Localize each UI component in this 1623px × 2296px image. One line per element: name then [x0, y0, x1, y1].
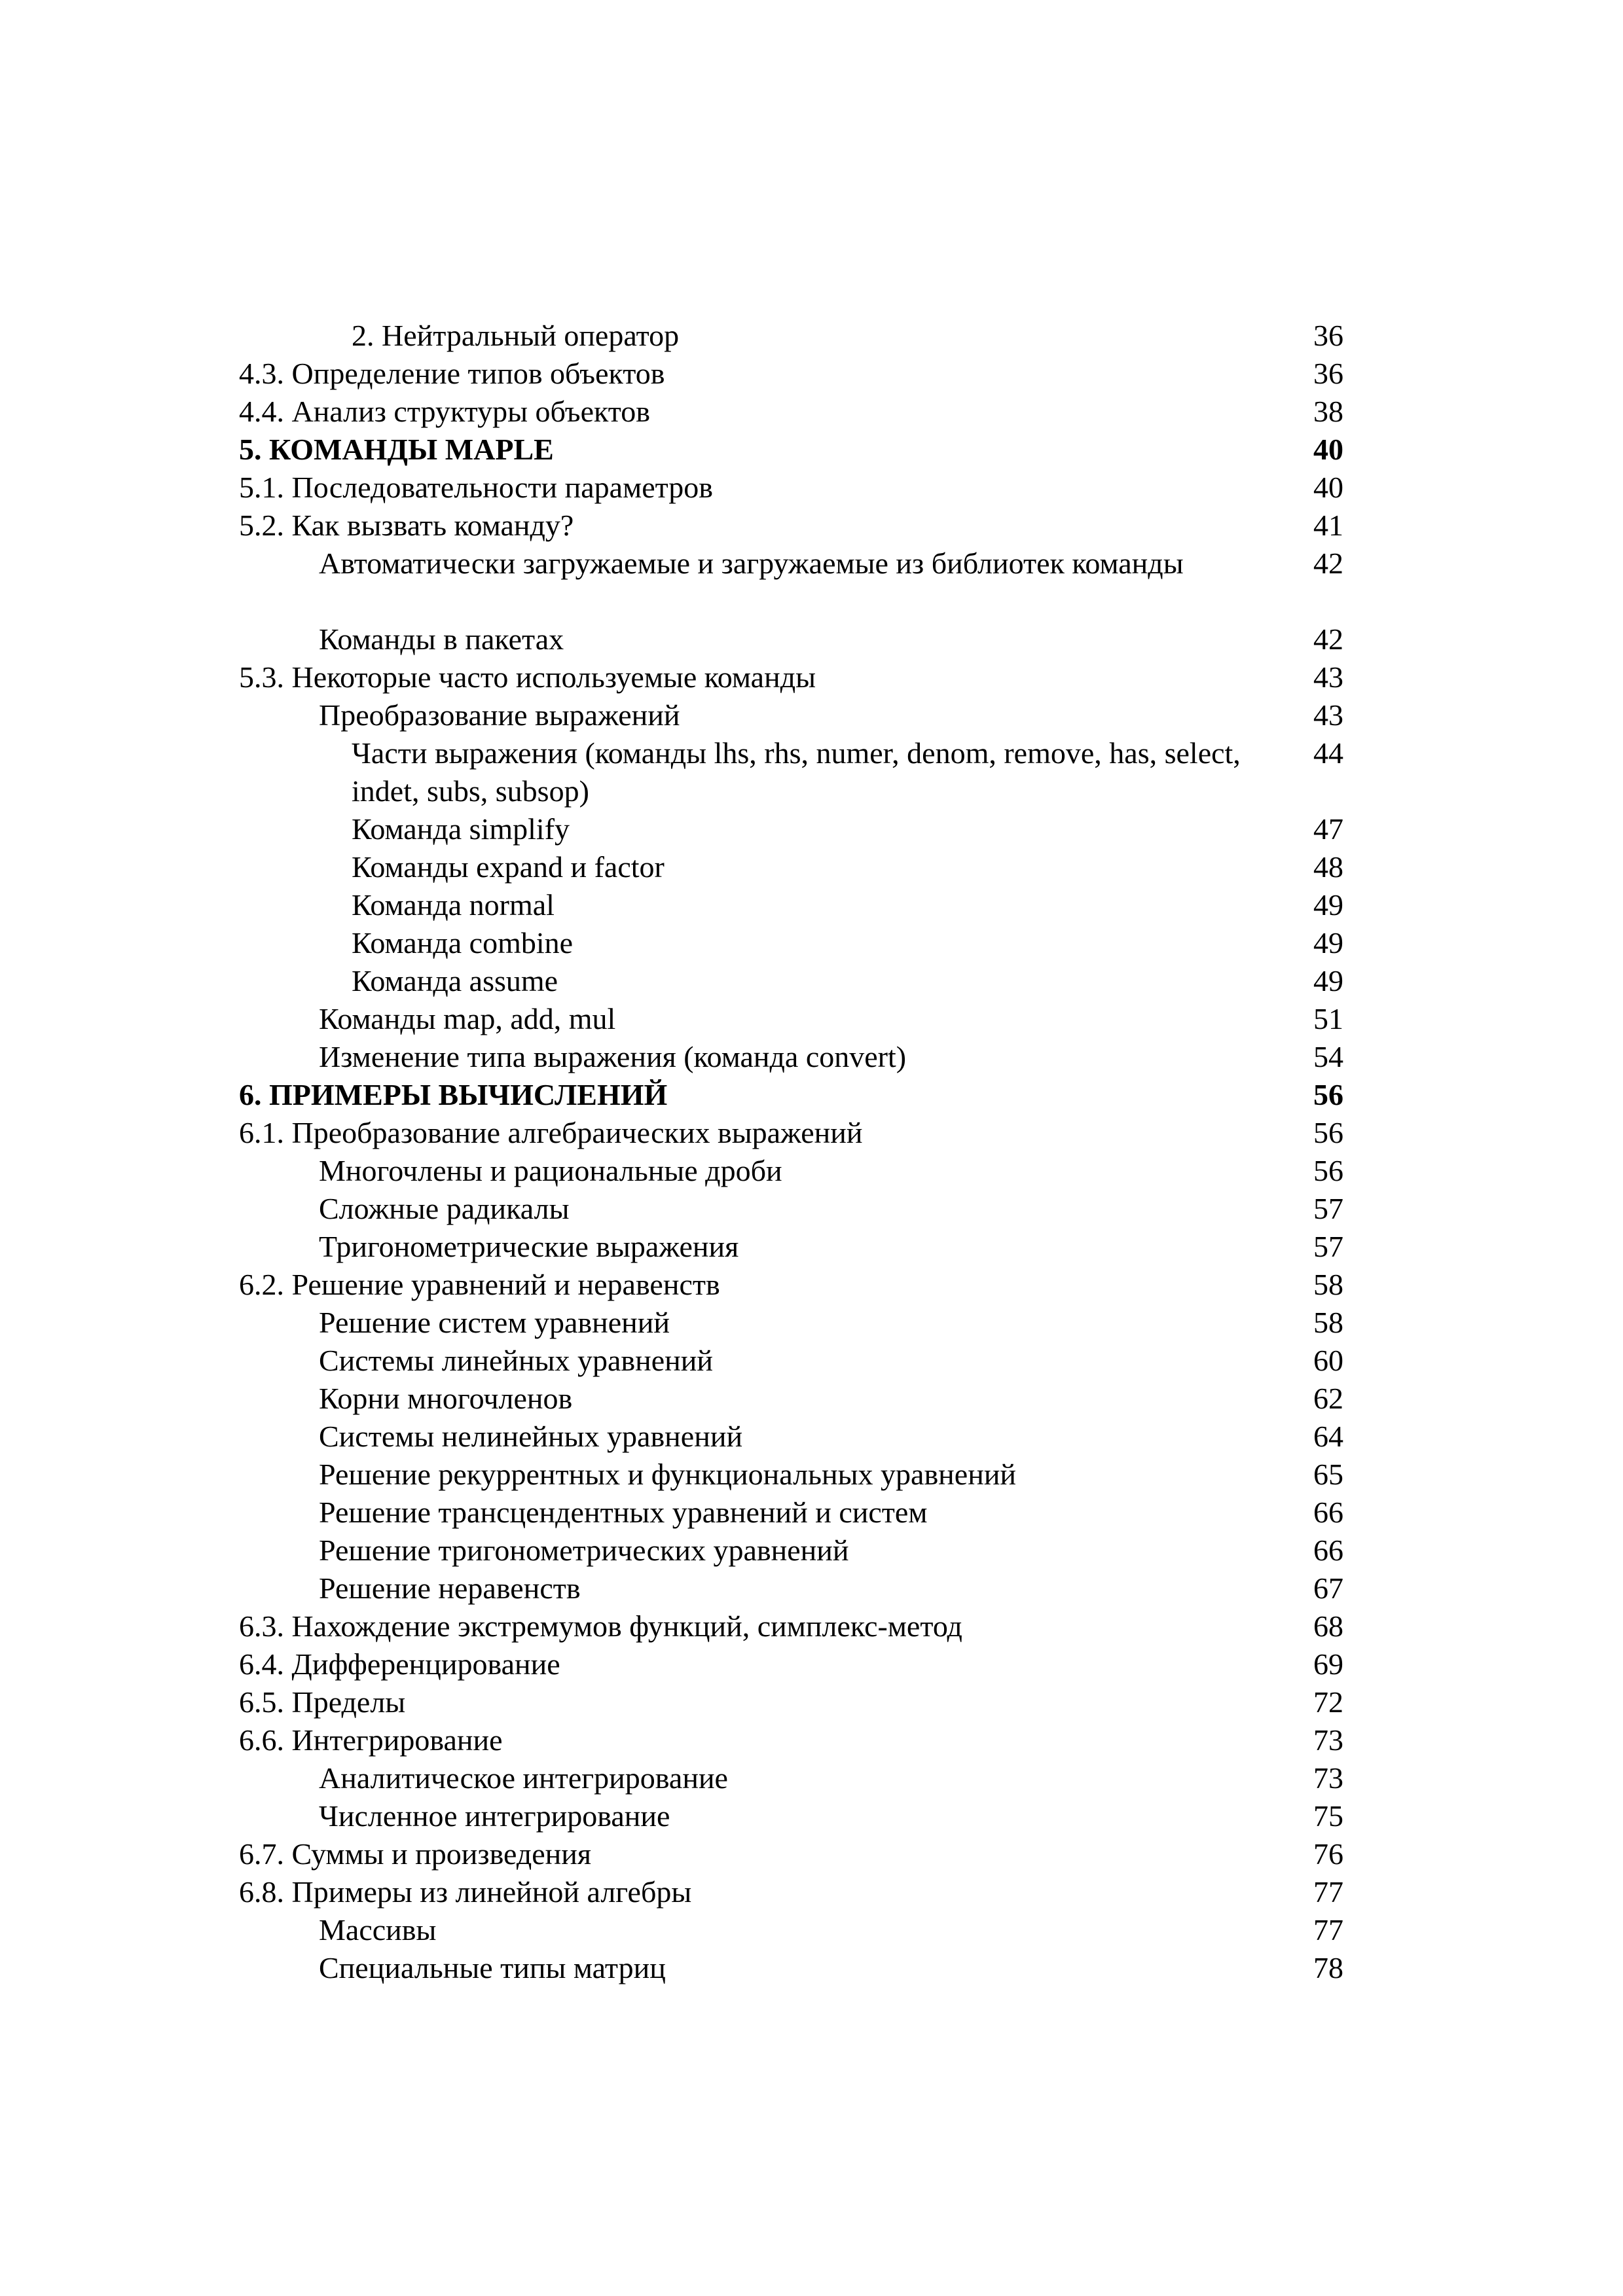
toc-entry-page-number: 77 [1313, 1875, 1343, 1909]
toc-entry-page-number: 43 [1313, 698, 1343, 732]
toc-entry [0, 507, 1623, 545]
toc-entry [0, 1038, 1623, 1076]
toc-entry-title: Корни многочленов [319, 1382, 573, 1415]
toc-entry [0, 810, 1623, 848]
toc-entry-page-number: 57 [1313, 1192, 1343, 1225]
toc-entry [0, 886, 1623, 924]
toc-entry-page-number: 49 [1313, 964, 1343, 997]
toc-entry-page-number: 72 [1313, 1685, 1343, 1719]
toc-entry-page-number: 40 [1313, 471, 1343, 504]
toc-entry-page-number: 65 [1313, 1458, 1343, 1491]
toc-entry-title: 6.4. Дифференцирование [239, 1647, 560, 1681]
toc-entry [0, 1076, 1623, 1114]
toc-entry-title: Аналитическое интегрирование [319, 1761, 728, 1795]
toc-entry [0, 1152, 1623, 1190]
toc-entry-title: 6.2. Решение уравнений и неравенств [239, 1268, 720, 1301]
toc-entry-title: Команды в пакетах [319, 622, 564, 656]
toc-entry-title: 4.4. Анализ структуры объектов [239, 395, 650, 428]
toc-entry [0, 696, 1623, 734]
toc-entry-page-number: 41 [1313, 509, 1343, 542]
toc-entry-page-number: 49 [1313, 888, 1343, 922]
toc-entry-title: Массивы [319, 1913, 437, 1946]
toc-entry-page-number: 60 [1313, 1344, 1343, 1377]
toc-entry [0, 1380, 1623, 1418]
toc-entry-page-number: 42 [1313, 547, 1343, 580]
toc-entry-title: Автоматически загружаемые и загружаемые из библиотек команды [319, 547, 1184, 580]
toc-entry-title: Решение неравенств [319, 1571, 581, 1605]
toc-entry-title: 6.1. Преобразование алгебраических выражений [239, 1116, 863, 1149]
toc-entry [0, 1190, 1623, 1228]
toc-entry [0, 431, 1623, 469]
toc-entry-page-number: 42 [1313, 622, 1343, 656]
toc-entry [0, 393, 1623, 431]
toc-entry-title: Команда normal [352, 888, 555, 922]
toc-entry-title: 6.5. Пределы [239, 1685, 406, 1719]
toc-entry-page-number: 57 [1313, 1230, 1343, 1263]
toc-entry-page-number: 77 [1313, 1913, 1343, 1946]
toc-entry [0, 1797, 1623, 1835]
toc-entry-page-number: 76 [1313, 1837, 1343, 1871]
toc-entry-title: Команды map, add, mul [319, 1002, 616, 1035]
toc-entry-title: 5.2. Как вызвать команду? [239, 509, 574, 542]
toc-entry-page-number: 43 [1313, 660, 1343, 694]
toc-entry [0, 1759, 1623, 1797]
toc-entry-title: Решение систем уравнений [319, 1306, 670, 1339]
toc-entry [0, 1228, 1623, 1266]
toc-entry [0, 962, 1623, 1000]
toc-entry-title: 4.3. Определение типов объектов [239, 357, 665, 390]
toc-entry-page-number: 56 [1313, 1078, 1343, 1111]
toc-entry [0, 1570, 1623, 1607]
toc-entry-page-number: 64 [1313, 1420, 1343, 1453]
toc-entry-title: Преобразование выражений [319, 698, 680, 732]
toc-entry [0, 545, 1623, 620]
toc-entry [0, 658, 1623, 696]
toc-entry-page-number: 68 [1313, 1609, 1343, 1643]
toc-entry-page-number: 47 [1313, 812, 1343, 846]
toc-entry [0, 1266, 1623, 1304]
toc-entry-title: Команда simplify [352, 812, 570, 846]
toc-entry-page-number: 36 [1313, 357, 1343, 390]
toc-entry-title: Системы линейных уравнений [319, 1344, 714, 1377]
toc-entry [0, 1456, 1623, 1494]
toc-entry-title: 6.3. Нахождение экстремумов функций, симплекс-метод [239, 1609, 962, 1643]
toc-entry-title: 6.6. Интегрирование [239, 1723, 503, 1757]
toc-entry-page-number: 36 [1313, 319, 1343, 352]
toc-entry-title: Решение рекуррентных и функциональных уравнений [319, 1458, 1017, 1491]
toc-entry [0, 1645, 1623, 1683]
toc-entry-page-number: 73 [1313, 1723, 1343, 1757]
toc-entry-title: Решение тригонометрических уравнений [319, 1534, 849, 1567]
toc-entry-page-number: 78 [1313, 1951, 1343, 1984]
toc-entry [0, 1114, 1623, 1152]
toc-entry-title: Изменение типа выражения (команда convert) [319, 1040, 907, 1073]
toc-entry-title: Сложные радикалы [319, 1192, 570, 1225]
toc-entry-title: 6.7. Суммы и произведения [239, 1837, 592, 1871]
toc-entry [0, 1949, 1623, 1987]
toc-entry-title: Численное интегрирование [319, 1799, 670, 1833]
toc-entry [0, 734, 1623, 810]
toc-entry-page-number: 54 [1313, 1040, 1343, 1073]
toc-entry-page-number: 48 [1313, 850, 1343, 884]
toc-entry-title: Команда combine [352, 926, 574, 960]
toc-entry-page-number: 75 [1313, 1799, 1343, 1833]
toc-entry-title: Специальные типы матриц [319, 1951, 666, 1984]
toc-entry-title: 5. КОМАНДЫ MAPLE [239, 433, 554, 466]
toc-entry-page-number: 38 [1313, 395, 1343, 428]
toc-entry-page-number: 69 [1313, 1647, 1343, 1681]
toc-entry-title: 6. ПРИМЕРЫ ВЫЧИСЛЕНИЙ [239, 1078, 668, 1111]
toc-entry [0, 1342, 1623, 1380]
toc-entry-title: 5.3. Некоторые часто используемые команды [239, 660, 816, 694]
toc-entry-title: Решение трансцендентных уравнений и систем [319, 1496, 928, 1529]
toc-entry [0, 1418, 1623, 1456]
toc-entry-page-number: 49 [1313, 926, 1343, 960]
table-of-contents [0, 317, 1623, 1987]
toc-entry-page-number: 56 [1313, 1154, 1343, 1187]
toc-entry [0, 1683, 1623, 1721]
toc-entry [0, 469, 1623, 507]
toc-entry-page-number: 58 [1313, 1268, 1343, 1301]
toc-entry-page-number: 44 [1313, 736, 1343, 770]
toc-entry [0, 924, 1623, 962]
toc-entry-title: 6.8. Примеры из линейной алгебры [239, 1875, 692, 1909]
toc-entry [0, 1607, 1623, 1645]
toc-entry-page-number: 40 [1313, 433, 1343, 466]
toc-entry [0, 1835, 1623, 1873]
toc-entry [0, 620, 1623, 658]
toc-entry-page-number: 62 [1313, 1382, 1343, 1415]
toc-entry-title: 5.1. Последовательности параметров [239, 471, 714, 504]
toc-entry [0, 1000, 1623, 1038]
toc-entry [0, 355, 1623, 393]
toc-entry-page-number: 51 [1313, 1002, 1343, 1035]
toc-entry-page-number: 58 [1313, 1306, 1343, 1339]
toc-entry [0, 1721, 1623, 1759]
toc-entry-page-number: 66 [1313, 1496, 1343, 1529]
toc-entry-page-number: 66 [1313, 1534, 1343, 1567]
toc-entry [0, 317, 1623, 355]
toc-entry-title: Части выражения (команды lhs, rhs, numer, denom, remove, has, select, indet, subs, subsop) [352, 736, 1241, 808]
toc-entry [0, 1532, 1623, 1570]
toc-entry-page-number: 56 [1313, 1116, 1343, 1149]
toc-entry [0, 1494, 1623, 1532]
toc-entry-title: Тригонометрические выражения [319, 1230, 739, 1263]
toc-entry-page-number: 73 [1313, 1761, 1343, 1795]
toc-entry-title: Команды expand и factor [352, 850, 665, 884]
toc-entry [0, 1304, 1623, 1342]
toc-entry [0, 1911, 1623, 1949]
toc-entry-page-number: 67 [1313, 1571, 1343, 1605]
toc-entry [0, 1873, 1623, 1911]
toc-entry-title: 2. Нейтральный оператор [352, 319, 680, 352]
toc-entry-title: Команда assume [352, 964, 558, 997]
toc-entry-title: Системы нелинейных уравнений [319, 1420, 743, 1453]
toc-entry-title: Многочлены и рациональные дроби [319, 1154, 782, 1187]
toc-entry [0, 848, 1623, 886]
